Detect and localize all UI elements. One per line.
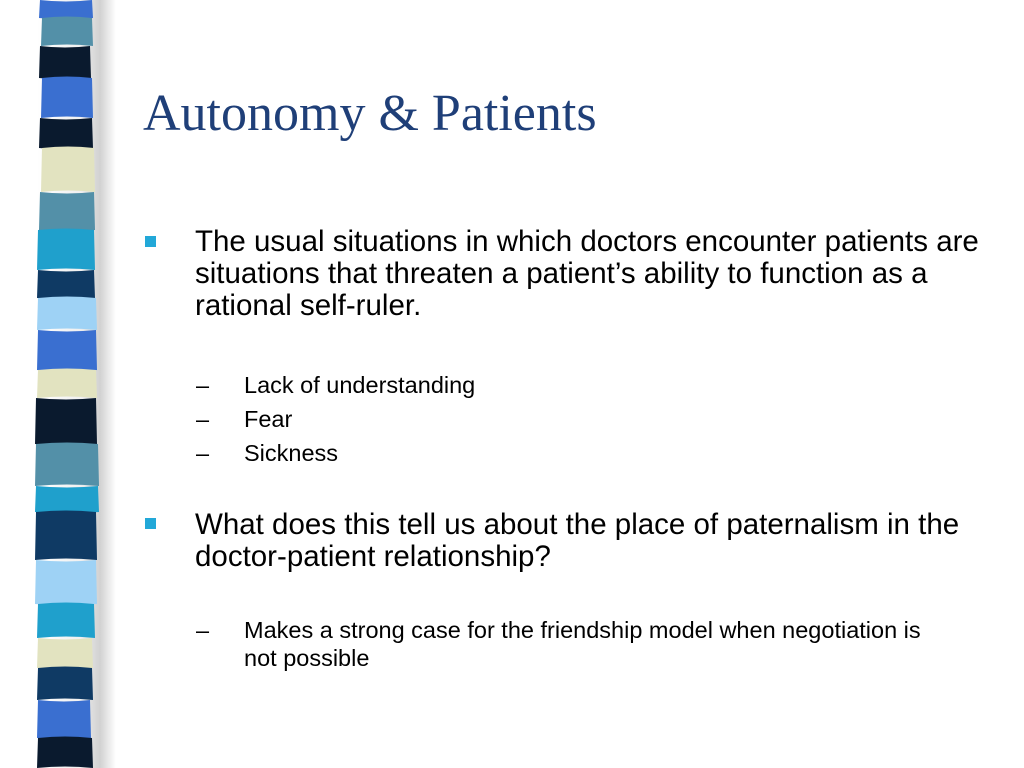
strip-block (35, 398, 97, 446)
bullet-1-text: The usual situations in which doctors encounter patients are situations that threaten a patient’s ability to function as a rational self-ruler. (195, 225, 979, 322)
strip-block (39, 118, 93, 150)
dash-marker: – (196, 406, 210, 432)
dash-marker: – (196, 372, 210, 398)
strip-block (41, 77, 93, 119)
strip-block (37, 667, 93, 701)
dash-marker: – (196, 440, 210, 466)
square-bullet-icon (145, 236, 156, 247)
strip-block (39, 192, 95, 232)
strip-block (37, 737, 93, 768)
bullet-2-text: What does this tell us about the place of paternalism in the doctor-patient relationship? (195, 508, 960, 573)
strip-block (37, 297, 97, 331)
strip-block (41, 147, 95, 193)
strip-block (37, 270, 95, 300)
strip-block (37, 700, 91, 740)
strip-block (41, 17, 93, 47)
strip-block (37, 229, 95, 271)
sub-item-4: Makes a strong case for the friendship model when negotiation is not possible (244, 617, 921, 671)
dash-marker: – (196, 617, 210, 643)
strip-block (35, 486, 99, 514)
strip-block (35, 511, 97, 561)
strip-block (37, 638, 93, 670)
strip-block (37, 369, 97, 399)
strip-block (37, 603, 95, 639)
square-bullet-icon (145, 518, 156, 529)
slide-title: Autonomy & Patients (143, 85, 597, 142)
sub-item-2: Fear (244, 406, 293, 432)
decorative-left-strip (0, 0, 120, 768)
strip-block (35, 443, 99, 487)
strip-block (37, 330, 97, 372)
sub-item-1: Lack of understanding (244, 372, 476, 398)
sub-item-3: Sickness (244, 440, 339, 466)
strip-block (35, 560, 97, 606)
strip-block (39, 46, 91, 80)
